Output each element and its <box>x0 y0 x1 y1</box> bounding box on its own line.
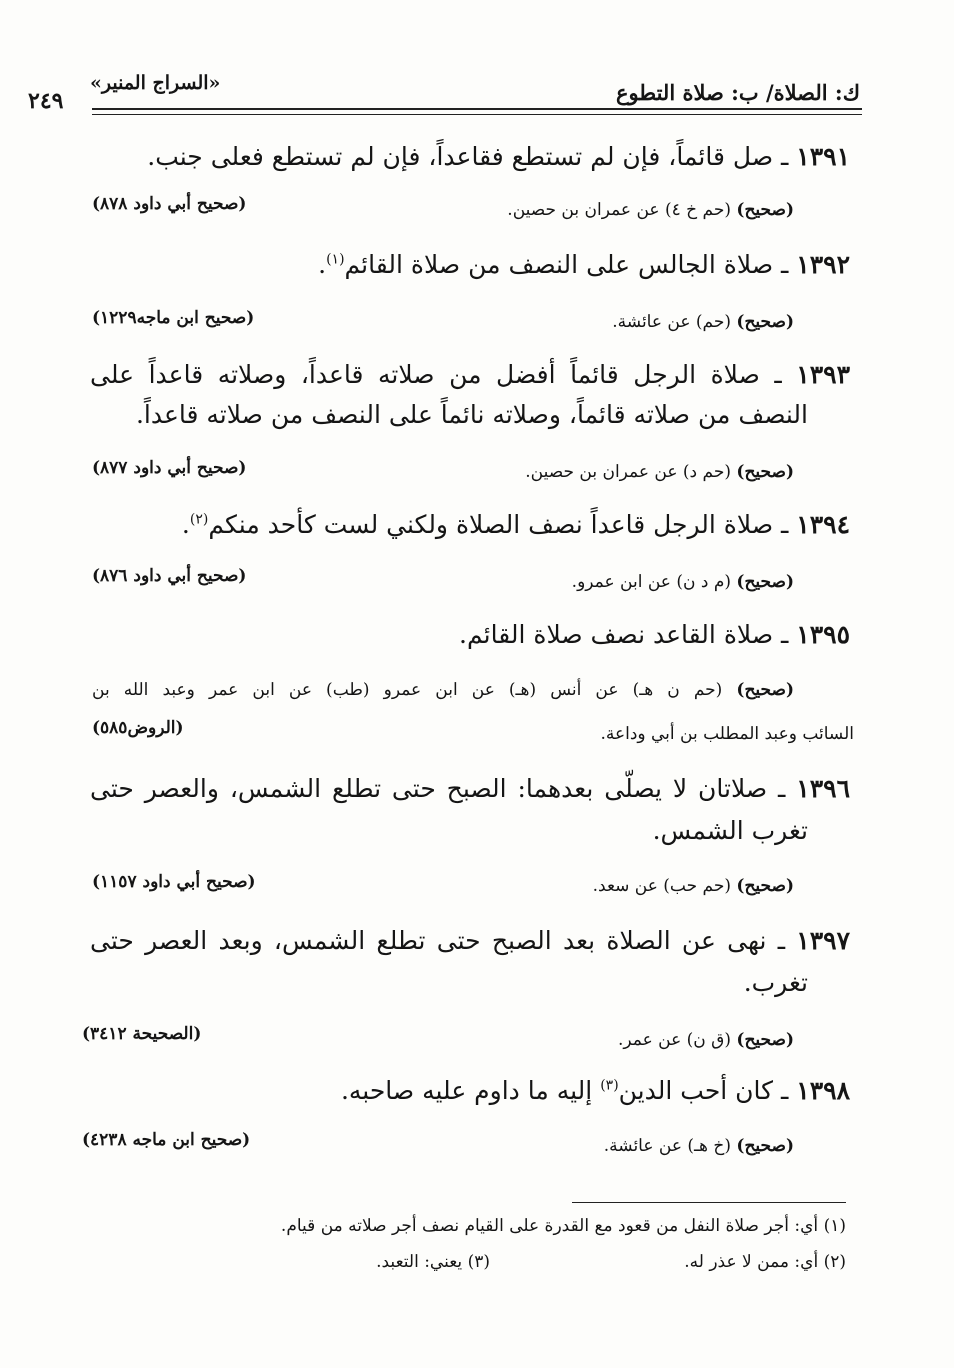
footnote-1-mark: (١) <box>823 1216 846 1236</box>
hadith-1397-line-2: تغرب. <box>743 968 808 997</box>
grade-label: صحيح <box>744 572 786 592</box>
hadith-number: ١٣٩٢ <box>796 250 850 279</box>
hadith-1398-reference: (صحيح ابن ماجه ٤٢٣٨) <box>82 1130 251 1150</box>
hadith-1394-reference: (صحيح أبي داود ٨٧٦) <box>92 566 247 586</box>
grade-label: صحيح <box>744 200 786 220</box>
hadith-1392-reference: (صحيح ابن ماجه١٢٢٩) <box>92 308 255 328</box>
hadith-1392-line <box>318 250 850 279</box>
hadith-text: ـ صلاتان لا يصلّى بعدهما: الصبح حتى تطلع الشمس، والعصر حتى <box>90 774 786 803</box>
source-text: (حم حب) عن سعد. <box>592 876 731 896</box>
hadith-text-cont: إليه ما داوم عليه صاحبه. <box>340 1076 593 1105</box>
line-end: . <box>318 250 327 279</box>
hadith-1393-reference: (صحيح أبي داود ٨٧٧) <box>92 458 247 478</box>
hadith-1395-source-2: السائب وعبد المطلب بن أبي وداعة. <box>600 724 854 744</box>
hadith-number: ١٣٩١ <box>796 142 850 171</box>
hadith-1398-source: (صحيح) (خ هـ) عن عائشة. <box>603 1136 794 1156</box>
hadith-number: ١٣٩٨ <box>796 1076 850 1105</box>
hadith-text: ـ صلاة الرجل قائماً أفضل من صلاته قاعداً، وصلاته قاعداً على <box>90 360 782 389</box>
hadith-1391-reference: (صحيح أبي داود ٨٧٨) <box>92 194 247 214</box>
hadith-number: ١٣٩٧ <box>796 926 850 955</box>
footnote-2-mark: (٢) <box>823 1252 846 1272</box>
source-text: (م د ن) عن ابن عمرو. <box>571 572 731 592</box>
hadith-text: ـ كان أحب الدين <box>618 1076 789 1105</box>
hadith-text: ـ صل قائماً، فإن لم تستطع فقاعداً، فإن لم تستطع فعلى جنب. <box>147 142 789 171</box>
footnote-rule <box>572 1202 846 1203</box>
footnote-3 <box>376 1252 490 1272</box>
source-text: (حم خ ٤) عن عمران بن حصين. <box>507 200 731 220</box>
hadith-1393-source: (صحيح) (حم د) عن عمران بن حصين. <box>525 462 794 482</box>
footnote-marker: (١) <box>326 251 345 268</box>
hadith-1392-source: (صحيح) (حم) عن عائشة. <box>612 312 794 332</box>
hadith-text: ـ صلاة الجالس على النصف من صلاة القائم <box>344 250 789 279</box>
source-text: (حم) عن عائشة. <box>612 312 731 332</box>
hadith-1396-source: (صحيح) (حم حب) عن سعد. <box>592 876 794 896</box>
hadith-1396-line-1 <box>90 774 850 803</box>
source-text: (ق ن) عن عمر. <box>617 1030 731 1050</box>
hadith-1391-line <box>147 142 850 171</box>
hadith-number: ١٣٩٣ <box>796 360 850 389</box>
hadith-number: ١٣٩٤ <box>796 510 850 539</box>
grade-label: صحيح <box>744 1136 786 1156</box>
hadith-1393-line-1 <box>90 360 850 389</box>
footnote-2 <box>684 1252 846 1272</box>
footnote-1-text: أي: أجر صلاة النفل من قعود مع القدرة على القيام نصف أجر صلاته من قيام. <box>280 1216 819 1236</box>
hadith-number: ١٣٩٦ <box>796 774 850 803</box>
footnote-marker: (٢) <box>189 511 209 528</box>
hadith-1397-reference: (الصحيحة ٣٤١٢) <box>82 1024 202 1044</box>
header-rule-thin <box>92 114 862 115</box>
hadith-1394-source: (صحيح) (م د ن) عن ابن عمرو. <box>571 572 794 592</box>
source-text: (حم ن هـ) عن أنس (هـ) عن ابن عمرو (طب) عن ابن عمر وعبد الله بن <box>92 680 723 700</box>
source-text: (خ هـ) عن عائشة. <box>603 1136 731 1156</box>
hadith-number: ١٣٩٥ <box>796 620 850 649</box>
hadith-1393-line-2: النصف من صلاته قائماً، وصلاته نائماً على النصف من صلاته قاعداً. <box>135 400 808 429</box>
hadith-1397-source: (صحيح) (ق ن) عن عمر. <box>617 1030 794 1050</box>
page-number: ٢٤٩ <box>28 88 64 114</box>
hadith-text: ـ صلاة الرجل قاعداً نصف الصلاة ولكني لست كأحد منكم <box>208 510 789 539</box>
chapter-heading: ك: الصلاة/ ب: صلاة التطوع <box>615 80 860 105</box>
book-title: «السراج المنير» <box>90 72 221 94</box>
hadith-1395-reference: (الروض٥٨٥) <box>92 718 184 738</box>
hadith-1397-line-1 <box>90 926 850 955</box>
hadith-text: ـ نهى عن الصلاة بعد الصبح حتى تطلع الشمس، وبعد العصر حتى <box>90 926 786 955</box>
hadith-1394-line <box>182 510 850 539</box>
hadith-1396-line-2: تغرب الشمس. <box>652 816 808 845</box>
footnote-1 <box>281 1216 846 1236</box>
grade-label: صحيح <box>744 312 786 332</box>
footnote-2-text: أي: ممن لا عذر له. <box>684 1252 819 1272</box>
line-end: . <box>181 510 190 539</box>
header-rule <box>92 108 862 110</box>
grade-label: صحيح <box>744 1030 786 1050</box>
grade-label: صحيح <box>744 462 786 482</box>
hadith-text: ـ صلاة القاعد نصف صلاة القائم. <box>459 620 789 649</box>
footnote-3-text: يعني: التعبد. <box>376 1252 463 1272</box>
hadith-1395-line <box>459 620 850 649</box>
footnote-3-mark: (٣) <box>467 1252 490 1272</box>
hadith-1396-reference: (صحيح أبي داود ١١٥٧) <box>92 872 256 892</box>
hadith-1395-source-1: (صحيح) (حم ن هـ) عن أنس (هـ) عن ابن عمرو (طب) عن ابن عمر وعبد الله بن <box>92 680 794 700</box>
hadith-1398-line <box>341 1076 850 1105</box>
grade-label: صحيح <box>744 876 786 896</box>
source-text: (حم د) عن عمران بن حصين. <box>525 462 731 482</box>
grade-label: صحيح <box>744 680 786 700</box>
hadith-1391-source: (صحيح) (حم خ ٤) عن عمران بن حصين. <box>507 200 794 220</box>
footnote-marker: (٣) <box>600 1077 619 1094</box>
